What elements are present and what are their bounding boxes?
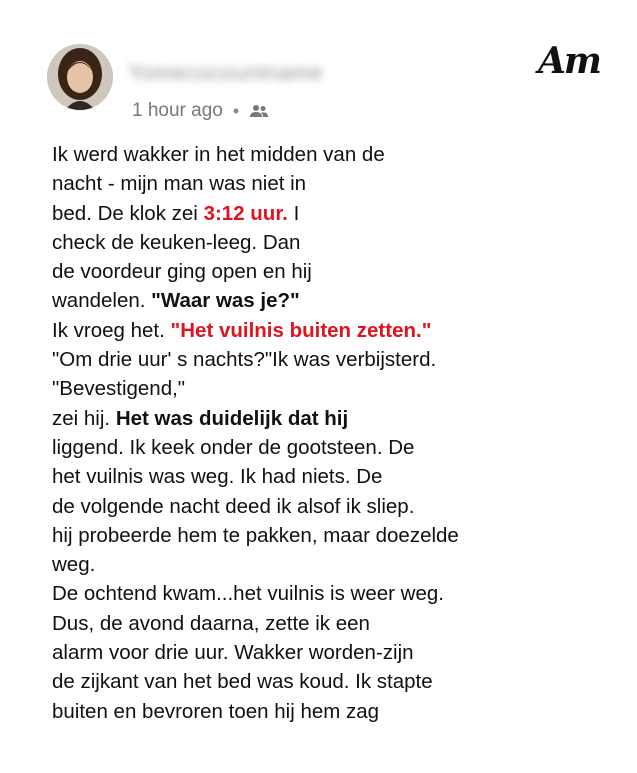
story-line (52, 550, 632, 579)
story-line (52, 228, 632, 257)
avatar[interactable] (47, 44, 113, 110)
story-segment: check de keuken-leeg. Dan (52, 230, 301, 254)
meta-separator: • (232, 100, 240, 121)
story-line (52, 638, 632, 667)
friends-icon (249, 104, 269, 118)
story-line (52, 667, 632, 696)
story-segment: liggend. Ik keek onder de gootsteen. De (52, 435, 415, 459)
story-segment: Ik werd wakker in het midden van de (52, 143, 385, 166)
story-line (52, 462, 632, 491)
brand-logo: Am (538, 40, 601, 82)
story-line (52, 521, 632, 550)
story-line (52, 345, 632, 374)
story-line (52, 169, 632, 198)
story-segment: weg. (52, 553, 96, 577)
timestamp[interactable]: 1 hour ago (132, 100, 223, 121)
story-line (52, 286, 632, 315)
story-line (52, 609, 632, 638)
story-segment: wandelen. (52, 289, 152, 313)
story-line (52, 257, 632, 286)
story-segment: bed. De klok zei (52, 201, 204, 225)
story-segment: het vuilnis was weg. Ik had niets. De (52, 465, 383, 489)
story-line (52, 433, 632, 462)
story-segment: "Het vuilnis buiten zetten." (170, 318, 432, 342)
story-segment: zei hij. (52, 406, 116, 430)
story-line (52, 140, 632, 169)
story-segment: hij probeerde hem te pakken, maar doezelde (52, 523, 459, 547)
story-segment: de volgende nacht deed ik alsof ik sliep. (52, 494, 415, 518)
story-line (52, 199, 632, 228)
story-segment: buiten en bevroren toen hij hem zag (52, 699, 380, 723)
story-segment: Het was duidelijk dat hij (115, 406, 349, 430)
author-name[interactable]: Yomecocountname (128, 60, 324, 85)
story-text (52, 140, 632, 726)
story-segment: alarm voor drie uur. Wakker worden-zijn (52, 641, 414, 665)
story-segment: de zijkant van het bed was koud. Ik stapte (52, 670, 433, 694)
story-segment: nacht - mijn man was niet in (52, 172, 307, 196)
story-segment: "Bevestigend," (52, 377, 186, 401)
story-line (52, 316, 632, 345)
story-segment: I (287, 201, 300, 225)
story-segment: "Om drie uur' s nachts?"Ik was verbijsterd. (52, 348, 437, 372)
post-meta (132, 100, 269, 122)
story-line (52, 697, 632, 726)
story-segment: De ochtend kwam...het vuilnis is weer weg. (52, 582, 444, 606)
story-line (52, 492, 632, 521)
story-line (52, 374, 632, 403)
story-segment: Dus, de avond daarna, zette ik een (52, 611, 370, 635)
story-line (52, 579, 632, 608)
story-segment: Ik vroeg het. (52, 318, 171, 342)
story-segment: "Waar was je?" (151, 289, 300, 313)
story-line (52, 404, 632, 433)
story-segment: 3:12 uur. (203, 201, 288, 225)
story-segment: de voordeur ging open en hij (52, 260, 312, 284)
